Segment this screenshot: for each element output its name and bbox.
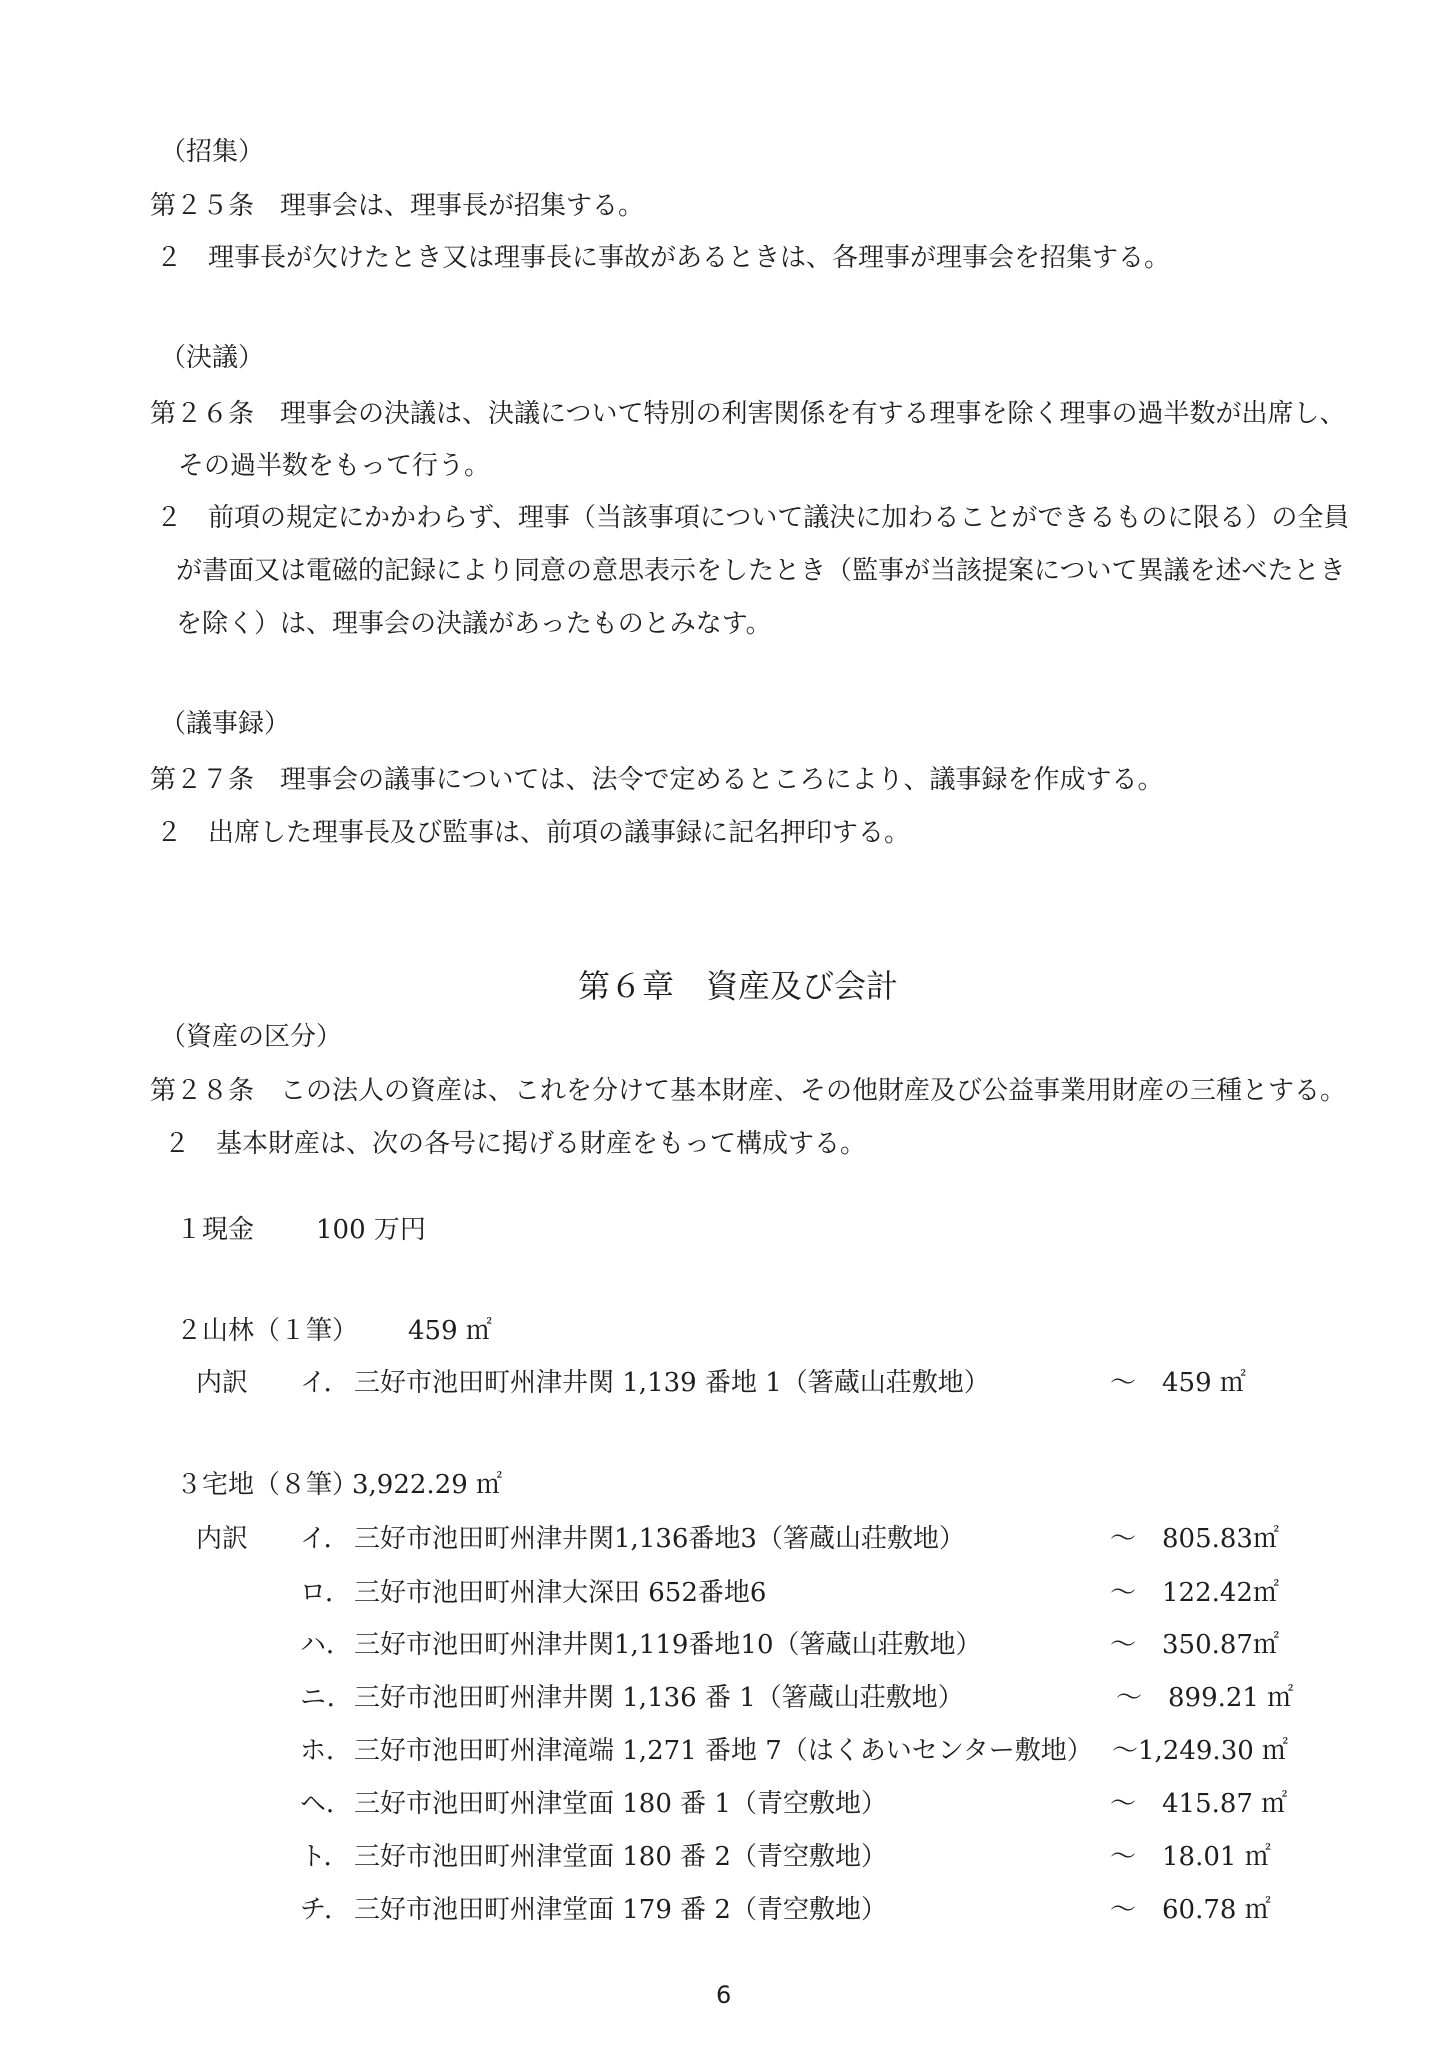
residential-item-mark: イ． xyxy=(300,1524,350,1554)
residential-item-area: ～ 415.87 ㎡ xyxy=(1110,1789,1288,1819)
residential-item-area: ～ 60.78 ㎡ xyxy=(1110,1895,1271,1925)
residential-item-area: ～ 899.21 ㎡ xyxy=(1116,1683,1294,1713)
residential-item-mark: ロ． xyxy=(300,1578,351,1608)
residential-item-mark: ト． xyxy=(300,1842,350,1872)
forest-item-text: 三好市池田町州津井関 1,139 番地 1（箸蔵山荘敷地） xyxy=(354,1368,990,1398)
residential-item-text: 三好市池田町州津大深田 652番地6 xyxy=(354,1578,767,1608)
asset-cash-label: １現金 xyxy=(176,1215,255,1245)
article-25-line-1: 第２５条 理事会は、理事長が招集する。 xyxy=(150,191,645,221)
residential-item-area: ～ 122.42㎡ xyxy=(1110,1578,1279,1608)
article-27-line-2: ２ 出席した理事長及び監事は、前項の議事録に記名押印する。 xyxy=(156,818,911,848)
residential-item-area: ～ 350.87㎡ xyxy=(1110,1630,1279,1660)
article-26-line-2: その過半数をもって行う。 xyxy=(178,451,491,481)
article-26-line-5: を除く）は、理事会の決議があったものとみなす。 xyxy=(176,609,772,639)
article-27-line-1: 第２７条 理事会の議事については、法令で定めるところにより、議事録を作成する。 xyxy=(150,765,1164,795)
asset-cash-amount: 100 万円 xyxy=(316,1215,426,1245)
article-25-caption: （招集） xyxy=(160,137,265,167)
chapter-6-heading: 第６章 資産及び会計 xyxy=(578,967,899,1005)
asset-residential-label: ３宅地（８筆） xyxy=(176,1470,359,1500)
residential-item-area: ～1,249.30 ㎡ xyxy=(1112,1736,1289,1766)
article-28-caption: （資産の区分） xyxy=(160,1022,343,1052)
residential-item-text: 三好市池田町州津井関 1,136 番 1（箸蔵山荘敷地） xyxy=(354,1683,964,1713)
residential-breakdown-label: 内訳 xyxy=(196,1524,249,1554)
residential-item-mark: ヘ． xyxy=(300,1789,353,1819)
residential-item-text: 三好市池田町州津井関1,136番地3（箸蔵山荘敷地） xyxy=(354,1524,965,1554)
article-26-line-3: ２ 前項の規定にかかわらず、理事（当該事項について議決に加わることができるものに限る）の全員 xyxy=(156,503,1350,533)
article-27-caption: （議事録） xyxy=(160,709,291,739)
forest-breakdown-label: 内訳 xyxy=(196,1368,249,1398)
article-26-caption: （決議） xyxy=(160,343,265,373)
page-number: 6 xyxy=(716,1981,732,2009)
residential-item-text: 三好市池田町州津堂面 180 番 1（青空敷地） xyxy=(354,1789,887,1819)
residential-item-text: 三好市池田町州津堂面 180 番 2（青空敷地） xyxy=(354,1842,887,1872)
asset-forest-label: ２山林（１筆） xyxy=(176,1316,359,1346)
residential-item-mark: ニ． xyxy=(300,1683,353,1713)
residential-item-area: ～ 18.01 ㎡ xyxy=(1110,1842,1271,1872)
article-28-line-1: 第２８条 この法人の資産は、これを分けて基本財産、その他財産及び公益事業用財産の三種とする。 xyxy=(150,1076,1347,1106)
asset-residential-area: 3,922.29 ㎡ xyxy=(352,1470,503,1500)
article-26-line-1: 第２６条 理事会の決議は、決議について特別の利害関係を有する理事を除く理事の過半数が出席し、 xyxy=(150,399,1346,429)
residential-item-mark: ホ． xyxy=(300,1736,353,1766)
residential-item-text: 三好市池田町州津井関1,119番地10（箸蔵山荘敷地） xyxy=(354,1630,982,1660)
forest-item-mark: イ． xyxy=(300,1368,350,1398)
residential-item-text: 三好市池田町州津堂面 179 番 2（青空敷地） xyxy=(354,1895,887,1925)
article-26-line-4: が書面又は電磁的記録により同意の意思表示をしたとき（監事が当該提案について異議を述べたとき xyxy=(176,556,1346,586)
asset-forest-area: 459 ㎡ xyxy=(408,1316,492,1346)
forest-item-area: ～ 459 ㎡ xyxy=(1110,1368,1246,1398)
article-25-line-2: ２ 理事長が欠けたとき又は理事長に事故があるときは、各理事が理事会を招集する。 xyxy=(156,243,1171,273)
article-28-line-2: ２ 基本財産は、次の各号に掲げる財産をもって構成する。 xyxy=(164,1129,867,1159)
residential-item-area: ～ 805.83㎡ xyxy=(1110,1524,1279,1554)
residential-item-text: 三好市池田町州津滝端 1,271 番地 7（はくあいセンター敷地） xyxy=(354,1736,1093,1766)
residential-item-mark: ハ． xyxy=(300,1630,353,1660)
residential-item-mark: チ． xyxy=(300,1895,351,1925)
